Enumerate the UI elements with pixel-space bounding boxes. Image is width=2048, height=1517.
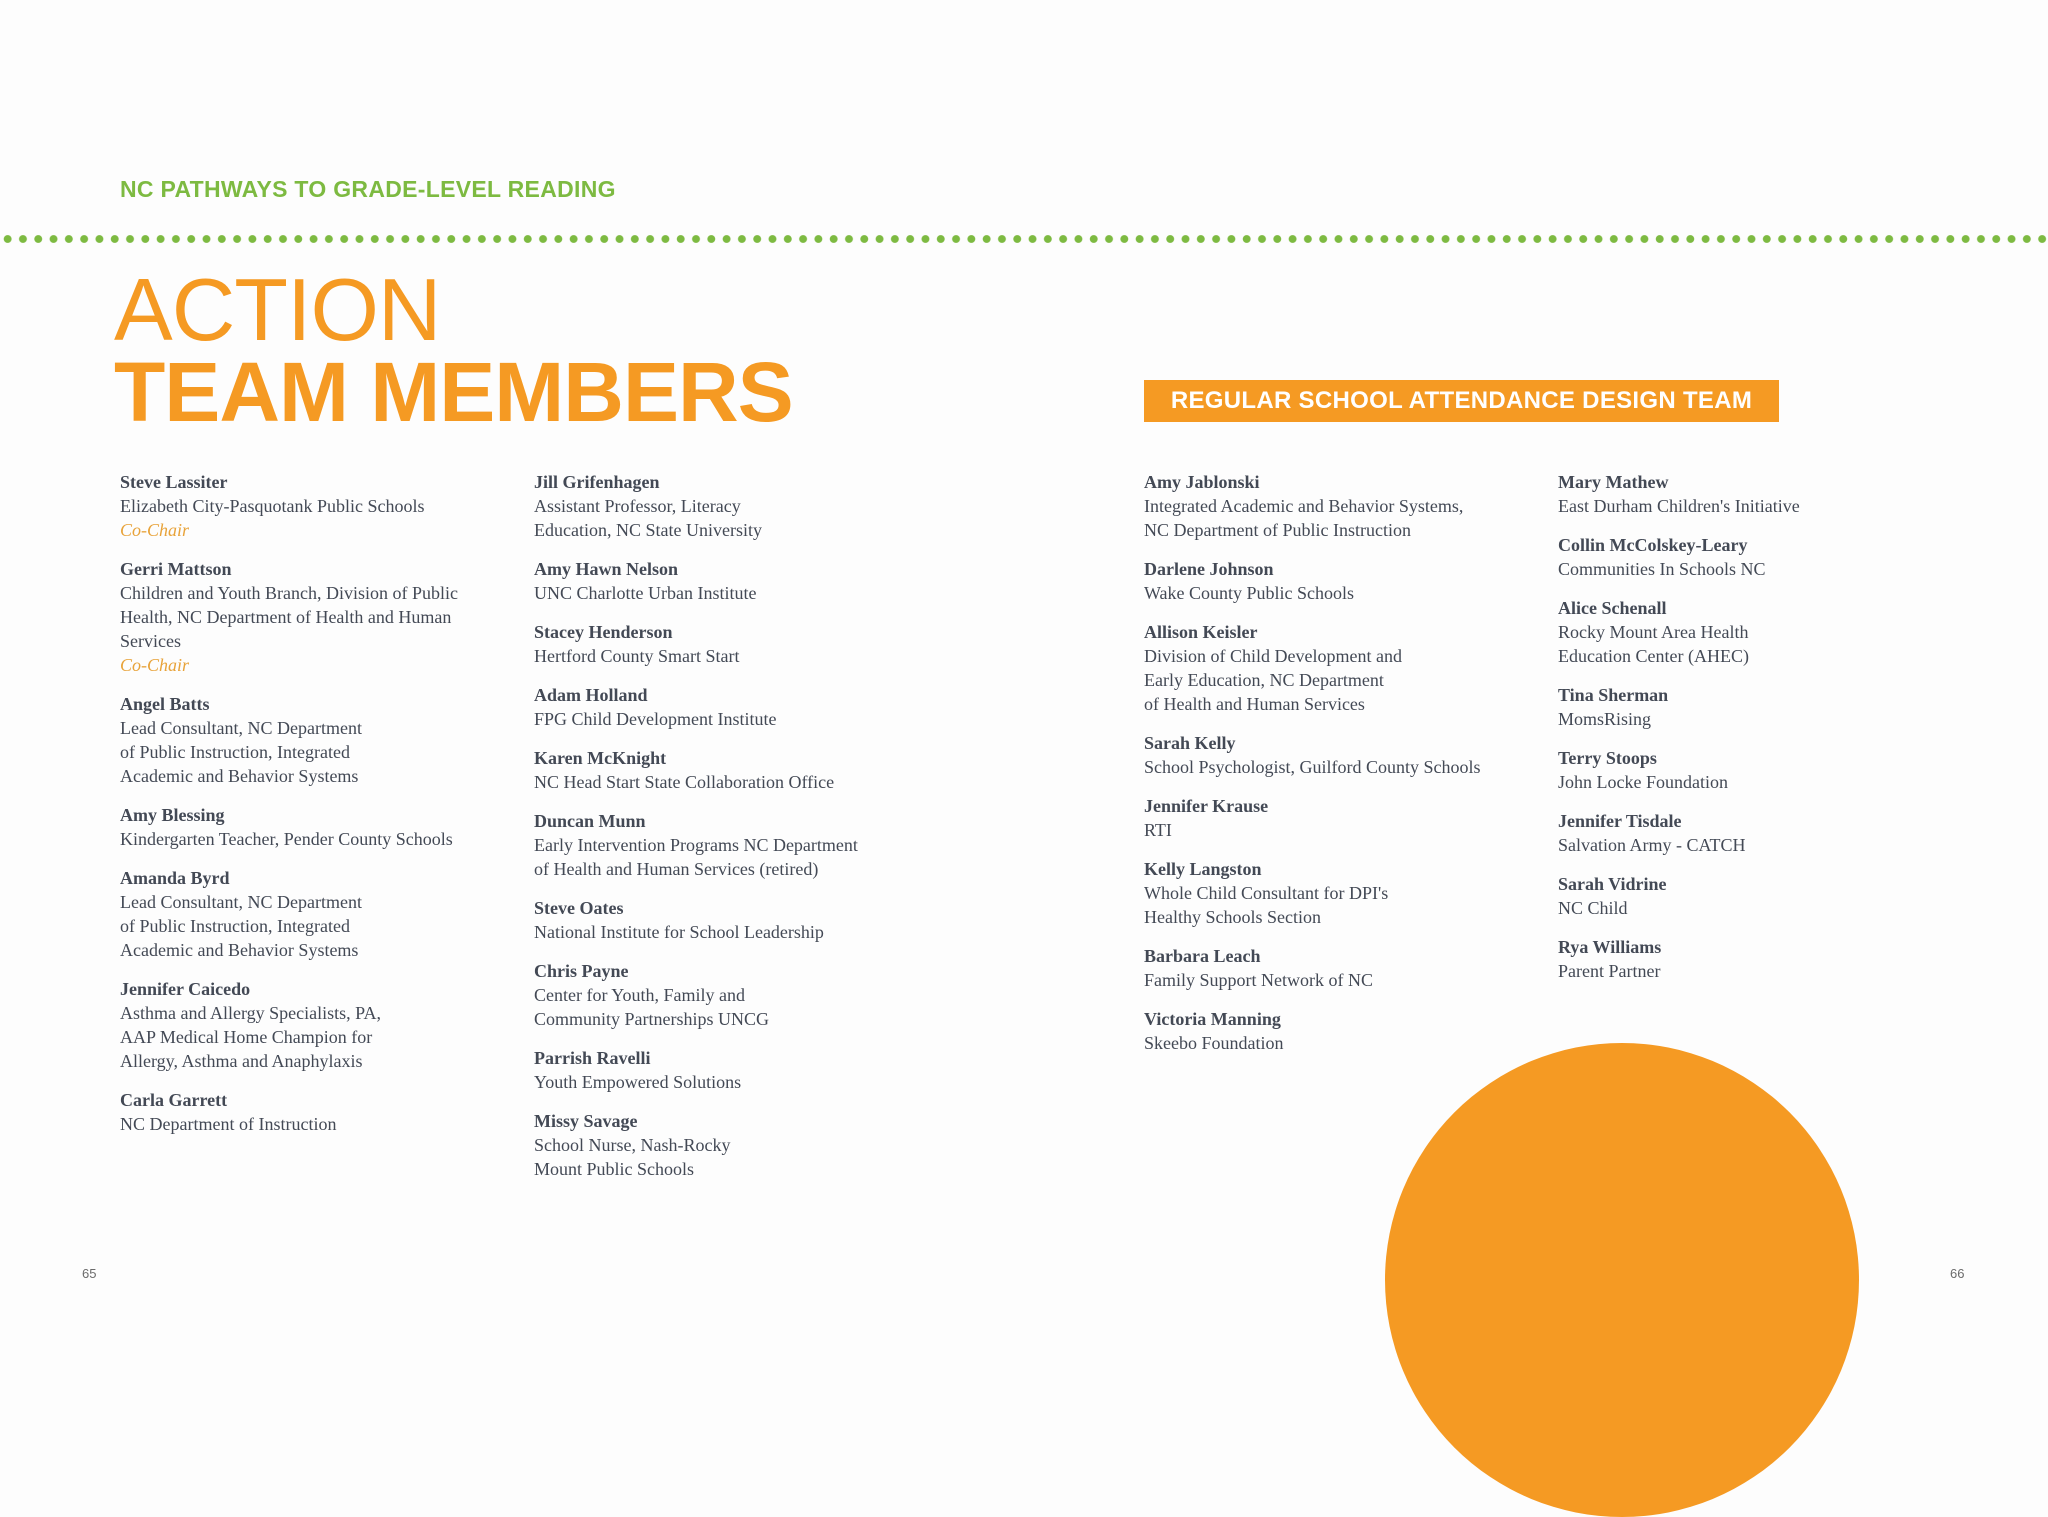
member-name: Amy Jablonski [1144, 472, 1260, 492]
member-name: Jennifer Caicedo [120, 979, 251, 999]
member-name: Sarah Vidrine [1558, 874, 1667, 894]
co-chair-label: Co-Chair [120, 655, 190, 675]
members-column-3 [1144, 470, 1481, 1070]
member-affiliation: UNC Charlotte Urban Institute [534, 583, 757, 603]
member-name: Sarah Kelly [1144, 733, 1236, 753]
member-entry [1144, 1007, 1481, 1055]
member-entry [534, 1109, 858, 1181]
page-title-line1: ACTION [114, 260, 441, 359]
member-affiliation: NC Department of Instruction [120, 1114, 337, 1134]
member-name: Stacey Henderson [534, 622, 673, 642]
member-name: Rya Williams [1558, 937, 1662, 957]
member-name: Parrish Ravelli [534, 1048, 651, 1068]
member-entry [534, 620, 858, 668]
member-entry [1144, 794, 1481, 842]
member-affiliation: Rocky Mount Area Health Education Center (AHEC) [1558, 622, 1749, 666]
member-affiliation: Lead Consultant, NC Department of Public Instruction, Integrated Academic and Behavior Systems [120, 718, 362, 786]
member-affiliation: Communities In Schools NC [1558, 559, 1766, 579]
decorative-orange-circle [1385, 1043, 1859, 1517]
member-affiliation: School Psychologist, Guilford County Schools [1144, 757, 1481, 777]
member-affiliation: Salvation Army - CATCH [1558, 835, 1746, 855]
page-number-left: 65 [82, 1266, 97, 1281]
member-name: Steve Oates [534, 898, 624, 918]
member-name: Jennifer Krause [1144, 796, 1269, 816]
member-affiliation: Hertford County Smart Start [534, 646, 740, 666]
member-name: Duncan Munn [534, 811, 646, 831]
member-entry [534, 470, 858, 542]
member-affiliation: RTI [1144, 820, 1172, 840]
member-affiliation: Elizabeth City-Pasquotank Public Schools [120, 496, 425, 516]
member-name: Mary Mathew [1558, 472, 1669, 492]
member-affiliation: Kindergarten Teacher, Pender County Schools [120, 829, 453, 849]
member-name: Tina Sherman [1558, 685, 1669, 705]
member-name: Barbara Leach [1144, 946, 1261, 966]
member-affiliation: Wake County Public Schools [1144, 583, 1355, 603]
member-name: Kelly Langston [1144, 859, 1262, 879]
member-name: Alice Schenall [1558, 598, 1667, 618]
co-chair-label: Co-Chair [120, 520, 190, 540]
member-name: Angel Batts [120, 694, 210, 714]
member-entry [534, 1046, 858, 1094]
member-name: Steve Lassiter [120, 472, 228, 492]
member-affiliation: Early Intervention Programs NC Department of Health and Human Services (retired) [534, 835, 858, 879]
member-affiliation: Family Support Network of NC [1144, 970, 1373, 990]
member-affiliation: NC Child [1558, 898, 1628, 918]
dotted-divider [0, 234, 2048, 244]
member-name: Terry Stoops [1558, 748, 1657, 768]
members-column-1 [120, 470, 458, 1151]
member-affiliation: Whole Child Consultant for DPI's Healthy Schools Section [1144, 883, 1389, 927]
member-affiliation: Youth Empowered Solutions [534, 1072, 742, 1092]
member-entry [120, 866, 458, 962]
member-affiliation: Lead Consultant, NC Department of Public Instruction, Integrated Academic and Behavior Systems [120, 892, 362, 960]
members-column-4 [1558, 470, 1800, 998]
member-entry [1144, 470, 1481, 542]
member-name: Chris Payne [534, 961, 629, 981]
member-affiliation: Assistant Professor, Literacy Education, NC State University [534, 496, 762, 540]
member-entry [534, 683, 858, 731]
member-name: Amanda Byrd [120, 868, 230, 888]
member-entry [534, 809, 858, 881]
member-entry [120, 803, 458, 851]
member-entry [1558, 533, 1800, 581]
member-entry [1558, 809, 1800, 857]
page-number-right: 66 [1950, 1266, 1965, 1281]
member-entry [534, 557, 858, 605]
member-entry [1144, 857, 1481, 929]
member-name: Jennifer Tisdale [1558, 811, 1682, 831]
member-affiliation: Parent Partner [1558, 961, 1661, 981]
member-name: Amy Blessing [120, 805, 225, 825]
member-entry [120, 977, 458, 1073]
member-entry [1144, 731, 1481, 779]
member-name: Carla Garrett [120, 1090, 228, 1110]
member-name: Jill Grifenhagen [534, 472, 660, 492]
member-name: Collin McColskey-Leary [1558, 535, 1748, 555]
member-affiliation: School Nurse, Nash-Rocky Mount Public Schools [534, 1135, 731, 1179]
member-name: Allison Keisler [1144, 622, 1258, 642]
member-affiliation: Skeebo Foundation [1144, 1033, 1284, 1053]
member-entry [120, 692, 458, 788]
member-affiliation: NC Head Start State Collaboration Office [534, 772, 835, 792]
member-name: Missy Savage [534, 1111, 638, 1131]
member-affiliation: MomsRising [1558, 709, 1652, 729]
member-entry [1558, 596, 1800, 668]
member-name: Karen McKnight [534, 748, 667, 768]
member-name: Gerri Mattson [120, 559, 232, 579]
member-name: Adam Holland [534, 685, 648, 705]
member-entry [1558, 935, 1800, 983]
member-entry [120, 1088, 458, 1136]
member-affiliation: FPG Child Development Institute [534, 709, 777, 729]
member-entry [1144, 620, 1481, 716]
member-entry [1558, 872, 1800, 920]
member-name: Victoria Manning [1144, 1009, 1281, 1029]
member-entry [1144, 557, 1481, 605]
member-affiliation: Children and Youth Branch, Division of Public Health, NC Department of Health and Human Services [120, 583, 458, 651]
members-column-2 [534, 470, 858, 1196]
member-entry [534, 746, 858, 794]
member-entry [1144, 944, 1481, 992]
design-team-banner: REGULAR SCHOOL ATTENDANCE DESIGN TEAM [1144, 380, 1779, 422]
member-affiliation: Asthma and Allergy Specialists, PA, AAP Medical Home Champion for Allergy, Asthma and Anaphylaxis [120, 1003, 381, 1071]
member-entry [1558, 683, 1800, 731]
member-affiliation: Center for Youth, Family and Community Partnerships UNCG [534, 985, 770, 1029]
member-entry [1558, 470, 1800, 518]
member-entry [1558, 746, 1800, 794]
member-entry [120, 557, 458, 677]
member-entry [120, 470, 458, 542]
page-title-line2: TEAM MEMBERS [114, 345, 793, 439]
member-affiliation: Division of Child Development and Early Education, NC Department of Health and Human Services [1144, 646, 1402, 714]
member-affiliation: John Locke Foundation [1558, 772, 1728, 792]
publication-title: NC PATHWAYS TO GRADE-LEVEL READING [120, 176, 616, 202]
member-name: Darlene Johnson [1144, 559, 1274, 579]
member-name: Amy Hawn Nelson [534, 559, 679, 579]
member-entry [534, 959, 858, 1031]
member-affiliation: Integrated Academic and Behavior Systems, NC Department of Public Instruction [1144, 496, 1464, 540]
member-affiliation: National Institute for School Leadership [534, 922, 824, 942]
member-affiliation: East Durham Children's Initiative [1558, 496, 1800, 516]
member-entry [534, 896, 858, 944]
